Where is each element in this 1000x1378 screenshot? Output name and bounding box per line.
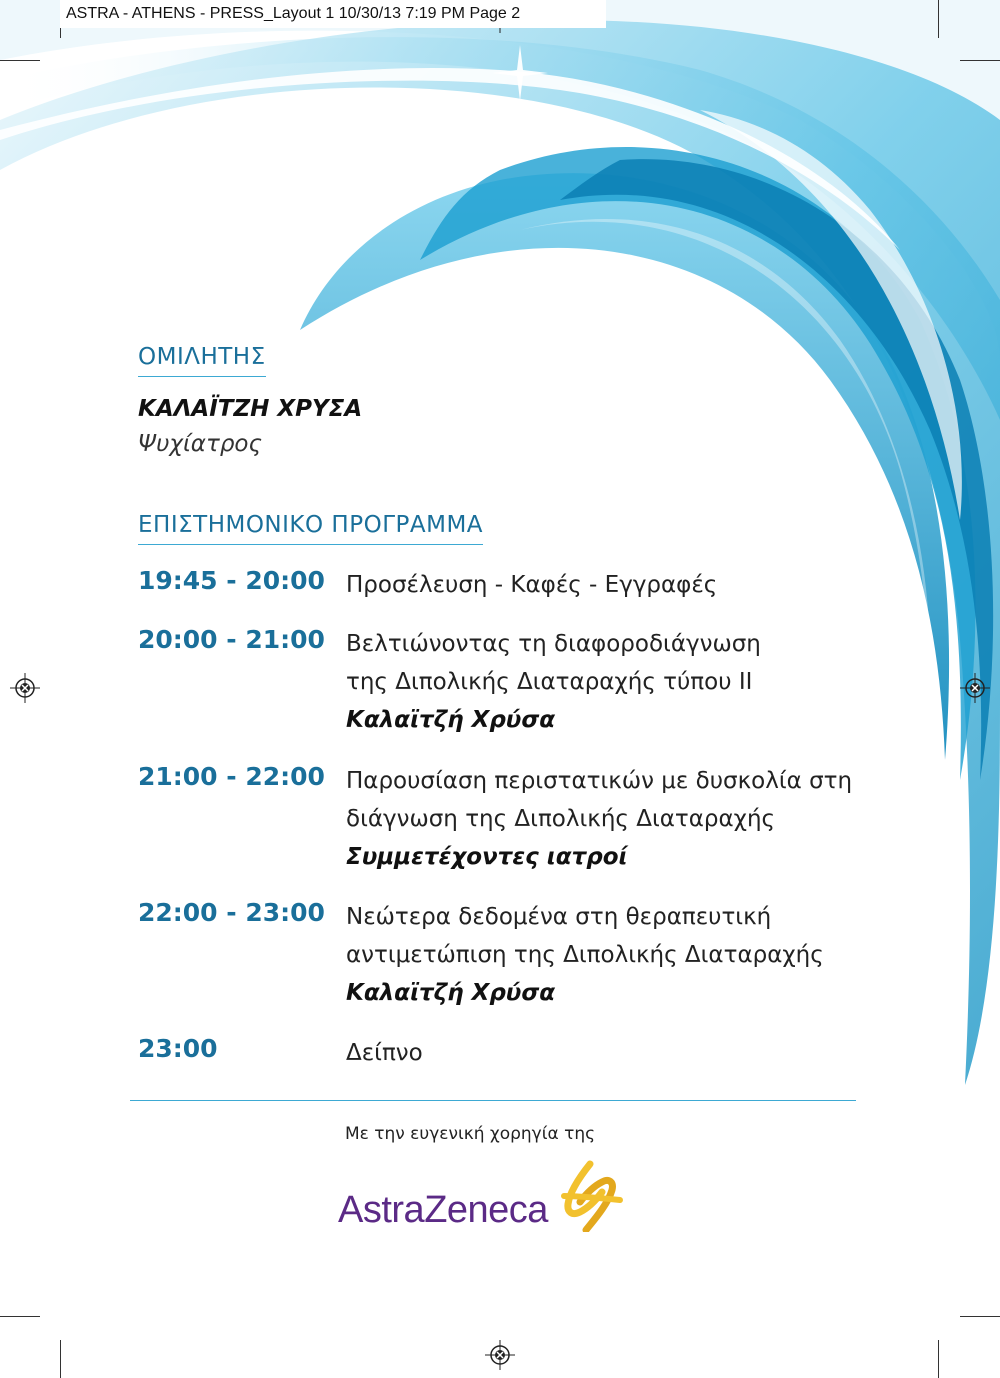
- program-title-line: διάγνωση της Διπολικής Διαταραχής: [346, 806, 776, 832]
- speaker-name: ΚΑΛΑΪΤΖΗ ΧΡΥΣΑ: [138, 396, 363, 422]
- sponsor-text: Με την ευγενική χορηγία της: [345, 1124, 596, 1144]
- speaker-role: Ψυχίατρος: [138, 431, 262, 457]
- crop-mark: [60, 1340, 61, 1378]
- program-speaker: Καλαϊτζή Χρύσα: [346, 980, 556, 1006]
- registration-mark-icon: [960, 673, 990, 703]
- crop-mark: [938, 0, 939, 38]
- program-time: 20:00 - 21:00: [138, 625, 325, 654]
- astrazeneca-logo-icon: [560, 1160, 626, 1232]
- crop-mark: [960, 1316, 1000, 1317]
- program-speaker: Συμμετέχοντες ιατροί: [346, 844, 628, 870]
- speaker-heading: ΟΜΙΛΗΤΗΣ: [138, 344, 266, 377]
- divider: [130, 1100, 856, 1101]
- program-title-line: Προσέλευση - Καφές - Εγγραφές: [346, 572, 718, 598]
- program-description: [346, 762, 856, 876]
- program-title-line: αντιμετώπιση της Διπολικής Διαταραχής: [346, 942, 824, 968]
- program-title-line: Παρουσίαση περιστατικών με δυσκολία στη: [346, 768, 853, 794]
- program-time: 22:00 - 23:00: [138, 898, 325, 927]
- registration-mark-icon: [485, 1340, 515, 1370]
- program-heading: ΕΠΙΣΤΗΜΟΝΙΚΟ ΠΡΟΓΡΑΜΜΑ: [138, 512, 483, 545]
- astrazeneca-logo-text: AstraZeneca: [338, 1189, 548, 1231]
- program-description: [346, 566, 856, 604]
- program-title-line: Δείπνο: [346, 1040, 423, 1066]
- program-description: [346, 1034, 856, 1072]
- program-title-line: Νεώτερα δεδομένα στη θεραπευτική: [346, 904, 772, 930]
- crop-mark: [0, 1316, 40, 1317]
- crop-mark: [938, 1340, 939, 1378]
- program-title-line: Βελτιώνοντας τη διαφοροδιάγνωση: [346, 631, 761, 657]
- crop-mark: [0, 60, 40, 61]
- print-slug: ASTRA - ATHENS - PRESS_Layout 1 10/30/13 7:19 PM Page 2: [60, 0, 606, 28]
- program-time: 19:45 - 20:00: [138, 566, 325, 595]
- program-description: [346, 898, 856, 1012]
- program-time: 21:00 - 22:00: [138, 762, 325, 791]
- crop-mark: [960, 60, 1000, 61]
- program-description: [346, 625, 856, 739]
- program-title-line: της Διπολικής Διαταραχής τύπου ΙΙ: [346, 669, 753, 695]
- registration-mark-icon: [10, 673, 40, 703]
- program-time: 23:00: [138, 1034, 218, 1063]
- program-speaker: Καλαϊτζή Χρύσα: [346, 707, 556, 733]
